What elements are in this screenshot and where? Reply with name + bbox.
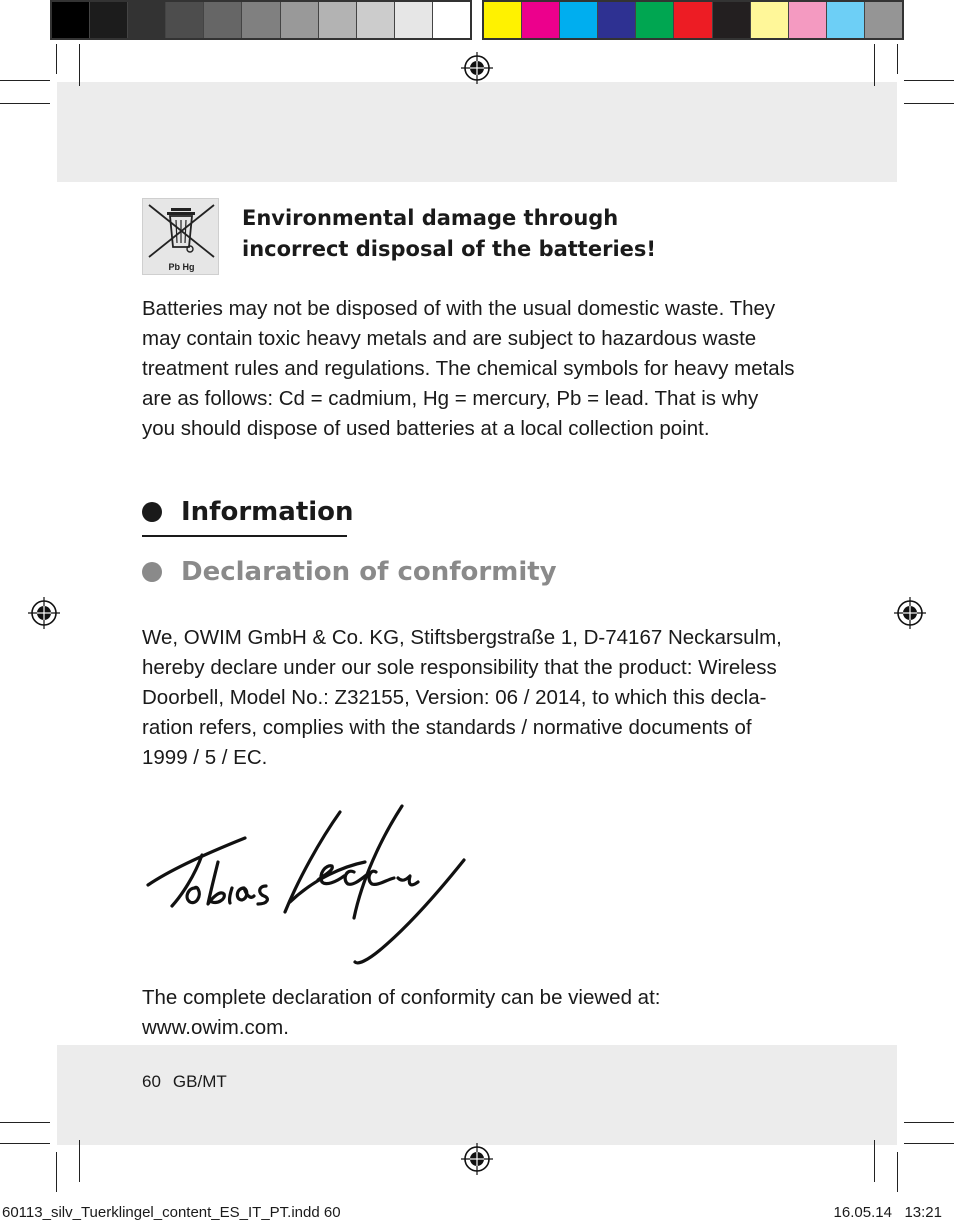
calibration-swatch (319, 2, 357, 38)
crop-mark (904, 1143, 954, 1144)
paragraph-line: you should dispose of used batteries at a local collection point. (142, 417, 710, 440)
website-link[interactable]: www.owim.com. (142, 1016, 289, 1039)
calibration-swatch (598, 2, 636, 38)
calibration-swatch (484, 2, 522, 38)
calibration-swatch (789, 2, 827, 38)
closing-paragraph (142, 983, 822, 1043)
paragraph-line: hereby declare under our sole responsibility that the product: Wireless (142, 656, 777, 679)
calibration-swatch (128, 2, 166, 38)
crop-mark (897, 44, 898, 74)
crop-mark (79, 44, 80, 86)
page-number (142, 1072, 239, 1092)
crop-mark (904, 103, 954, 104)
calibration-swatch (433, 2, 470, 38)
paragraph-line: are as follows: Cd = cadmium, Hg = mercury, Pb = lead. That is why (142, 387, 759, 410)
calibration-swatch (827, 2, 865, 38)
calibration-swatch (52, 2, 90, 38)
crossed-out-bin-icon (142, 198, 219, 275)
heading-underline (142, 535, 347, 537)
page-number-value: 60 (142, 1072, 161, 1091)
battery-disposal-paragraph (142, 294, 822, 444)
paragraph-line: may contain toxic heavy metals and are subject to hazardous waste (142, 327, 757, 350)
registration-mark-icon (894, 597, 926, 629)
calibration-swatch (90, 2, 128, 38)
bin-icon-label: Pb Hg (168, 262, 195, 272)
paragraph-line: treatment rules and regulations. The chemical symbols for heavy metals (142, 357, 795, 380)
calibration-swatch (865, 2, 902, 38)
calibration-swatch (522, 2, 560, 38)
registration-mark-icon (28, 597, 60, 629)
footer-timestamp (834, 1204, 942, 1221)
signature-image (140, 800, 480, 970)
paragraph-line: We, OWIM GmbH & Co. KG, Stiftsbergstraße 1, D-74167 Neckarsulm, (142, 626, 782, 649)
top-grey-band (57, 82, 897, 182)
crop-mark (904, 80, 954, 81)
bullet-dot-icon (142, 562, 162, 582)
calibration-swatch (636, 2, 674, 38)
warning-title (242, 203, 802, 265)
warning-title-line: incorrect disposal of the batteries! (242, 237, 656, 261)
calibration-swatch (357, 2, 395, 38)
grey-calibration-bar (50, 0, 472, 40)
calibration-swatch (204, 2, 242, 38)
declaration-paragraph (142, 623, 822, 773)
paragraph-line: 1999 / 5 / EC. (142, 746, 268, 769)
color-calibration-bar (482, 0, 904, 40)
calibration-swatch (751, 2, 789, 38)
crop-mark (0, 1122, 50, 1123)
paragraph-line: Doorbell, Model No.: Z32155, Version: 06 / 2014, to which this decla- (142, 686, 767, 709)
information-heading (142, 497, 354, 527)
crop-mark (0, 103, 50, 104)
crop-mark (79, 1140, 80, 1182)
crop-mark (874, 44, 875, 86)
paragraph-line: The complete declaration of conformity can be viewed at: (142, 986, 661, 1009)
crop-mark (0, 1143, 50, 1144)
warning-title-line: Environmental damage through (242, 206, 619, 230)
paragraph-line: Batteries may not be disposed of with the usual domestic waste. They (142, 297, 776, 320)
bottom-grey-band (57, 1045, 897, 1145)
registration-mark-icon (461, 52, 493, 84)
crop-mark (56, 1152, 57, 1192)
crop-mark (0, 80, 50, 81)
crop-mark (897, 1152, 898, 1192)
paragraph-line: ration refers, complies with the standards / normative documents of (142, 716, 752, 739)
calibration-swatch (242, 2, 280, 38)
calibration-swatch (281, 2, 319, 38)
information-heading-text: Information (181, 497, 354, 527)
crop-mark (904, 1122, 954, 1123)
registration-mark-icon (461, 1143, 493, 1175)
calibration-swatch (713, 2, 751, 38)
calibration-swatch (560, 2, 598, 38)
calibration-swatch (674, 2, 712, 38)
calibration-swatch (395, 2, 433, 38)
footer-time: 13:21 (904, 1204, 942, 1221)
footer-file-name: 60113_silv_Tuerklingel_content_ES_IT_PT.indd 60 (2, 1204, 341, 1221)
crop-mark (56, 44, 57, 74)
page-language: GB/MT (172, 1072, 227, 1091)
declaration-heading-text: Declaration of conformity (181, 557, 557, 587)
bullet-dot-icon (142, 502, 162, 522)
footer-date: 16.05.14 (833, 1204, 892, 1221)
calibration-swatch (166, 2, 204, 38)
crop-mark (874, 1140, 875, 1182)
declaration-heading (142, 557, 557, 587)
